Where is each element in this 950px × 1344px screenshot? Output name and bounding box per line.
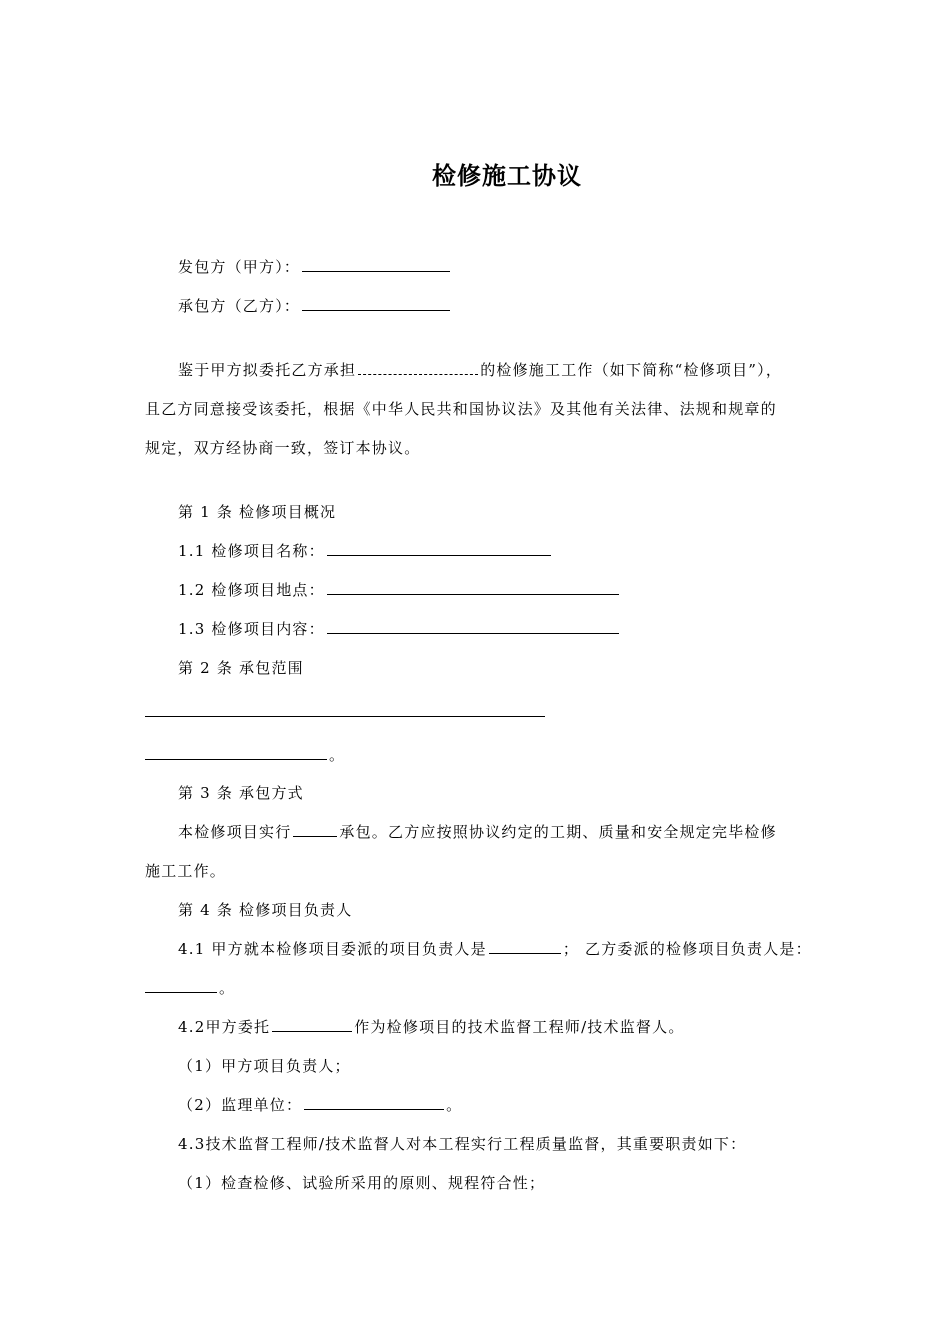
article-3-heading: 第 3 条 承包方式 xyxy=(178,784,304,802)
p41-text-b: ； 乙方委派的检修项目负责人是： xyxy=(562,940,812,958)
item-1-3-label: 1.3 检修项目内容： xyxy=(178,620,325,638)
project-location-field[interactable] xyxy=(327,580,619,595)
para-4-3-item-1: （1）检查检修、试验所采用的原则、规程符合性； xyxy=(178,1174,546,1192)
article-4-heading: 第 4 条 检修项目负责人 xyxy=(178,901,353,919)
intro-line-2: 且乙方同意接受该委托，根据《中华人民共和国协议法》及其他有关法律、法规和规章的 xyxy=(145,400,777,418)
project-name-field[interactable] xyxy=(327,541,551,556)
article-1-heading: 第 1 条 检修项目概况 xyxy=(178,503,337,521)
item-1-2 xyxy=(178,579,621,601)
document-title: 检修施工协议 xyxy=(432,161,582,190)
article-2-heading: 第 2 条 承包范围 xyxy=(178,659,304,677)
article-3-line-2: 施工工作。 xyxy=(145,862,227,880)
article-3-line-1 xyxy=(178,821,777,843)
art3-text-a: 本检修项目实行 xyxy=(178,823,292,841)
para-4-3: 4.3技术监督工程师/技术监督人对本工程实行工程质量监督，其重要职责如下： xyxy=(178,1135,747,1153)
p42-text-b: 作为检修项目的技术监督工程师/技术监督人。 xyxy=(354,1018,685,1036)
intro-text-a: 鉴于甲方拟委托乙方承担 xyxy=(178,361,357,379)
intro-text-b: 的检修施工工作（如下简称“检修项目”）， xyxy=(480,361,783,379)
scope-blank-1[interactable] xyxy=(145,715,545,717)
project-content-field[interactable] xyxy=(327,619,619,634)
party-b-manager-blank[interactable] xyxy=(145,978,217,993)
para-4-1 xyxy=(178,938,812,960)
item-1-3 xyxy=(178,618,621,640)
para-4-2 xyxy=(178,1016,685,1038)
item-1-2-label: 1.2 检修项目地点： xyxy=(178,581,325,599)
p42-2-end: 。 xyxy=(446,1096,463,1114)
para-4-1-cont xyxy=(145,977,235,999)
party-a-blank[interactable] xyxy=(302,257,450,272)
p41-end: 。 xyxy=(219,979,236,997)
p42-2-label: （2）监理单位： xyxy=(178,1096,303,1114)
supervisor-blank[interactable] xyxy=(272,1017,352,1032)
contract-type-blank[interactable] xyxy=(293,822,337,837)
intro-line-3: 规定，双方经协商一致，签订本协议。 xyxy=(145,439,421,457)
scope-blank-2[interactable] xyxy=(145,745,327,760)
item-1-1 xyxy=(178,540,553,562)
intro-line-1 xyxy=(178,359,782,381)
art3-text-b: 承包。乙方应按照协议约定的工期、质量和安全规定完毕检修 xyxy=(339,823,777,841)
party-a-manager-blank[interactable] xyxy=(489,939,561,954)
p41-text-a: 4.1 甲方就本检修项目委派的项目负责人是 xyxy=(178,940,487,958)
para-4-2-item-1: （1）甲方项目负责人； xyxy=(178,1057,351,1075)
item-1-1-label: 1.1 检修项目名称： xyxy=(178,542,325,560)
scope-end: 。 xyxy=(329,746,346,764)
party-a-line xyxy=(178,256,452,278)
project-name-blank[interactable] xyxy=(358,362,478,375)
p42-text-a: 4.2甲方委托 xyxy=(178,1018,271,1036)
party-b-blank[interactable] xyxy=(302,296,450,311)
party-a-label: 发包方（甲方）： xyxy=(178,258,301,276)
party-b-label: 承包方（乙方）： xyxy=(178,297,301,315)
scope-line-2 xyxy=(145,744,345,766)
supervision-unit-blank[interactable] xyxy=(304,1095,444,1110)
party-b-line xyxy=(178,295,452,317)
para-4-2-item-2 xyxy=(178,1094,462,1116)
